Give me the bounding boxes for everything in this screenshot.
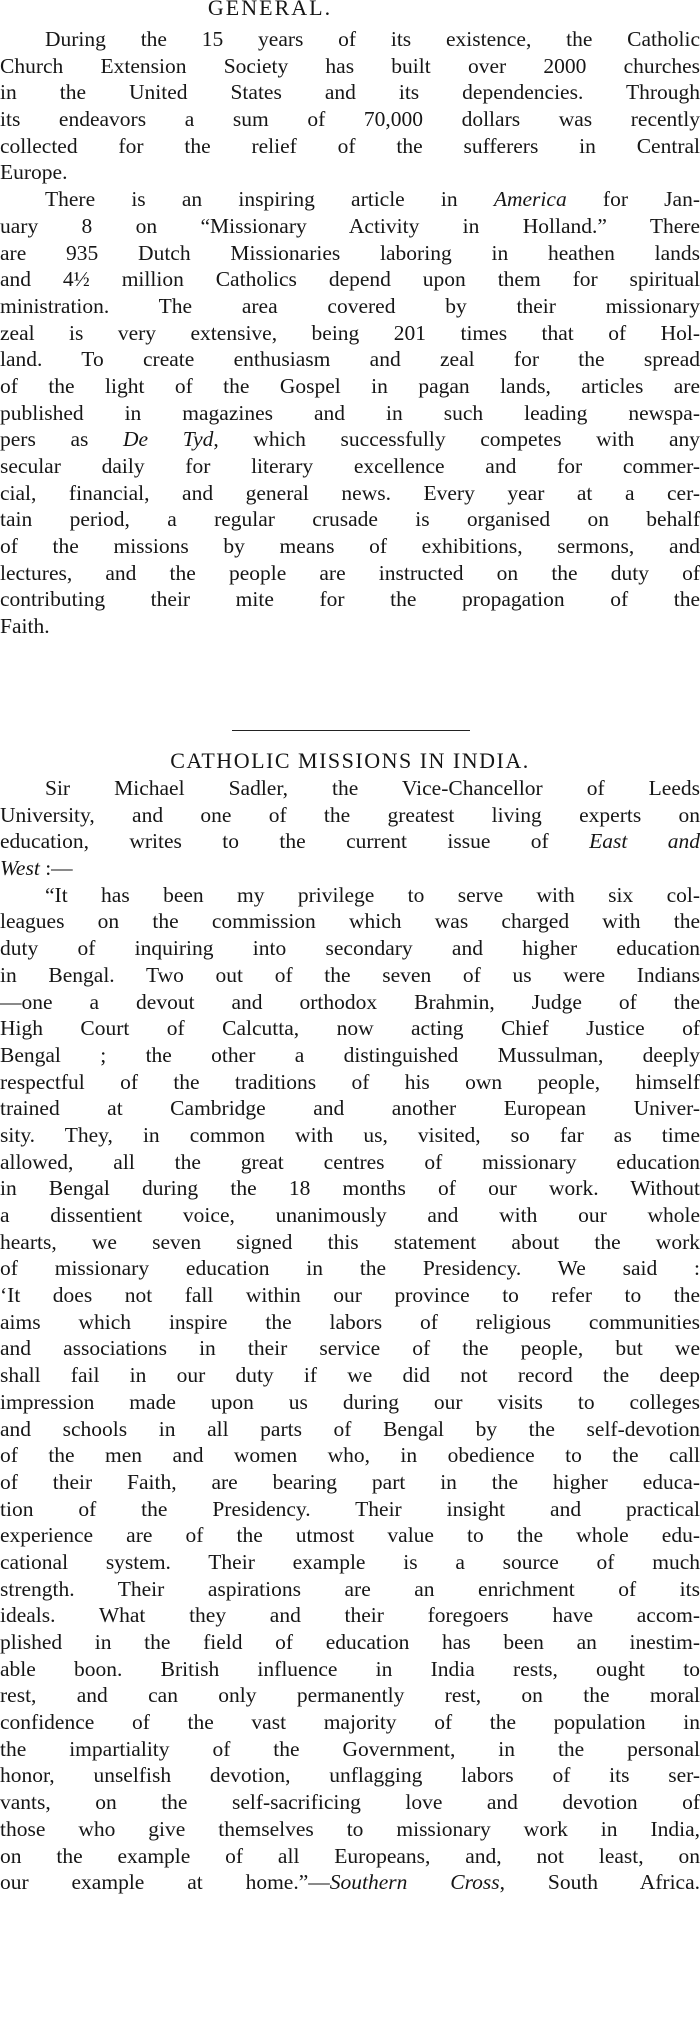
- text-line: ideals. What they and their foregoers have accom-: [0, 1603, 700, 1628]
- line-text: , South Africa.: [499, 1870, 700, 1895]
- text-line: the impartiality of the Government, in the personal: [0, 1736, 700, 1761]
- text-line: duty of inquiring into secondary and higher education: [0, 936, 700, 961]
- text-line: and 4½ million Catholics depend upon them for spiritual: [0, 267, 700, 292]
- text-line: experience are of the utmost value to the whole edu-: [0, 1523, 700, 1548]
- text-line: Sir Michael Sadler, the Vice-Chancellor of Leeds: [45, 776, 700, 800]
- text-line: hearts, we seven signed this statement about the work: [0, 1229, 700, 1254]
- text-line: High Court of Calcutta, now acting Chief Justice of: [0, 1016, 700, 1041]
- text-line: [0, 1869, 700, 1896]
- text-line: cial, financial, and general news. Every year at a cer-: [0, 480, 700, 505]
- text-line: Church Extension Society has built over 2000 churches: [0, 53, 700, 78]
- text-line: vants, on the self-sacrificing love and devotion of: [0, 1790, 700, 1815]
- text-line: During the 15 years of its existence, the Catholic: [45, 27, 700, 51]
- text-line: tion of the Presidency. Their insight and practical: [0, 1496, 700, 1521]
- missions-column: [0, 775, 700, 1896]
- section-heading-general: GENERAL.: [207, 0, 333, 20]
- text-line: tain period, a regular crusade is organised on behalf: [0, 507, 700, 532]
- text-line: and schools in all parts of Bengal by the self-devotion: [0, 1416, 700, 1441]
- italic-title: East and: [589, 829, 700, 854]
- text-line: of missionary education in the Presidency. We said :: [0, 1256, 700, 1281]
- text-line: of the men and women who, in obedience to the call: [0, 1443, 700, 1468]
- text-line: of the light of the Gospel in pagan lands, articles are: [0, 373, 700, 398]
- section-heading-missions: CATHOLIC MISSIONS IN INDIA.: [170, 748, 530, 773]
- text-line: aims which inspire the labors of religious communities: [0, 1309, 700, 1334]
- text-line: in Bengal during the 18 months of our work. Without: [0, 1176, 700, 1201]
- text-line: strength. Their aspirations are an enrichment of its: [0, 1576, 700, 1601]
- text-line: [0, 855, 700, 882]
- text-line: cational system. Their example is a source of much: [0, 1549, 700, 1574]
- text-line: collected for the relief of the sufferers in Central: [0, 133, 700, 158]
- text-line: allowed, all the great centres of missionary education: [0, 1149, 700, 1174]
- italic-title: Southern Cross: [329, 1870, 500, 1895]
- text-line: shall fail in our duty if we did not record the deep: [0, 1363, 700, 1388]
- line-text: pers as: [0, 427, 123, 452]
- italic-title: West: [0, 856, 40, 881]
- text-line: zeal is very extensive, being 201 times that of Hol-: [0, 320, 700, 345]
- text-line: impression made upon us during our visits to colleges: [0, 1389, 700, 1414]
- text-line: and associations in their service of the people, but we: [0, 1336, 700, 1361]
- text-line: [0, 426, 700, 453]
- text-line: are 935 Dutch Missionaries laboring in heathen lands: [0, 240, 700, 265]
- text-line: lectures, and the people are instructed on the duty of: [0, 560, 700, 585]
- text-line: in the United States and its dependencies. Through: [0, 80, 700, 105]
- text-line: Europe.: [0, 160, 68, 185]
- text-line: secular daily for literary excellence and for commer-: [0, 454, 700, 478]
- section-divider: [232, 730, 470, 731]
- text-line: contributing their mite for the propagation of the: [0, 587, 700, 612]
- line-text: :—: [39, 856, 73, 881]
- line-text: for Jan-: [566, 187, 700, 212]
- text-line: [0, 828, 700, 855]
- text-line: on the example of all Europeans, and, not least, on: [0, 1843, 700, 1868]
- italic-title: America: [493, 187, 567, 212]
- text-line: —one a devout and orthodox Brahmin, Judge of the: [0, 989, 700, 1014]
- text-line: Faith.: [0, 614, 50, 639]
- text-line: ‘It does not fall within our province to refer to the: [0, 1283, 700, 1308]
- text-line: trained at Cambridge and another European Univer-: [0, 1096, 700, 1121]
- text-line: a dissentient voice, unanimously and with our whole: [0, 1203, 700, 1227]
- text-line: ministration. The area covered by their missionary: [0, 293, 700, 318]
- text-line: confidence of the vast majority of the population in: [0, 1710, 700, 1735]
- text-line: of their Faith, are bearing part in the higher educa-: [0, 1469, 700, 1494]
- text-line: those who give themselves to missionary work in India,: [0, 1816, 700, 1841]
- line-text: our example at home.”—: [0, 1870, 330, 1895]
- text-line: respectful of the traditions of his own people, himself: [0, 1069, 700, 1094]
- text-line: sity. They, in common with us, visited, so far as time: [0, 1122, 700, 1147]
- text-line: [0, 186, 700, 213]
- text-line: “It has been my privilege to serve with six col-: [45, 882, 700, 907]
- line-text: There is an inspiring article in: [45, 187, 494, 212]
- text-line: land. To create enthusiasm and zeal for the spread: [0, 347, 700, 372]
- text-line: rest, and can only permanently rest, on the moral: [0, 1683, 700, 1708]
- text-line: of the missions by means of exhibitions, sermons, and: [0, 534, 700, 559]
- line-text: , which successfully competes with any: [213, 427, 700, 452]
- text-line: in Bengal. Two out of the seven of us were Indians: [0, 962, 700, 987]
- general-column: [0, 26, 700, 640]
- text-line: University, and one of the greatest living experts on: [0, 802, 700, 827]
- line-text: education, writes to the current issue of: [0, 829, 590, 854]
- italic-title: De Tyd: [123, 427, 214, 452]
- text-line: plished in the field of education has been an inestim-: [0, 1630, 700, 1654]
- text-line: published in magazines and in such leading newspa-: [0, 400, 700, 425]
- text-line: able boon. British influence in India rests, ought to: [0, 1656, 700, 1681]
- text-line: its endeavors a sum of 70,000 dollars was recently: [0, 107, 700, 132]
- text-line: honor, unselfish devotion, unflagging labors of its ser-: [0, 1763, 700, 1788]
- text-line: uary 8 on “Missionary Activity in Holland.” There: [0, 213, 700, 238]
- text-line: Bengal ; the other a distinguished Mussulman, deeply: [0, 1042, 700, 1067]
- text-line: leagues on the commission which was charged with the: [0, 909, 700, 934]
